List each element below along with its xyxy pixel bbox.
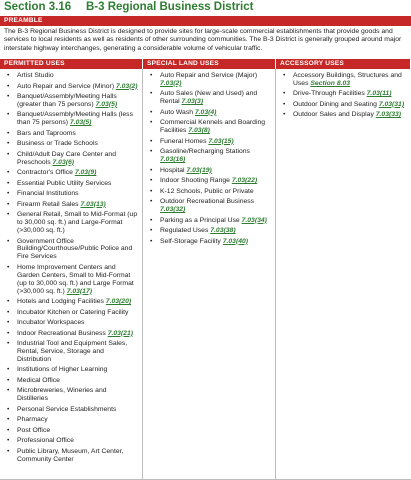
list-item <box>0 190 142 198</box>
list-item <box>0 93 142 109</box>
use-name: Parking as a Principal Use <box>160 216 240 224</box>
list-item <box>0 151 142 167</box>
use-name: Government Office Building/Courthouse/Public Police and Fire Services <box>17 237 133 261</box>
use-name: Regulated Uses <box>160 227 209 235</box>
use-name: Auto Sales (New and Used) and Rental <box>160 90 258 106</box>
use-name: Outdoor Dining and Seating <box>293 100 377 108</box>
ordinance-reference-link[interactable]: 7.03(9) <box>74 169 97 177</box>
list-item <box>143 177 275 185</box>
accessory-uses-list <box>276 72 411 119</box>
list-item <box>143 238 275 246</box>
list-item <box>0 83 142 91</box>
use-name: Outdoor Sales and Display <box>293 111 374 119</box>
use-name: Incubator Kitchen or Catering Facility <box>17 308 129 316</box>
section-header <box>0 0 411 13</box>
ordinance-reference-link[interactable]: 7.03(33) <box>375 111 402 119</box>
permitted-uses-list <box>0 72 142 464</box>
list-item <box>0 201 142 209</box>
preamble-heading: PREAMBLE <box>0 16 411 26</box>
list-item <box>0 387 142 403</box>
special-land-uses-list <box>143 72 275 245</box>
list-item <box>0 406 142 414</box>
use-name: Professional Office <box>17 437 74 445</box>
list-item <box>0 169 142 177</box>
use-name: Home Improvement Centers and Garden Centers, Small to Mid-Format (up to 30,000 sq. ft.) and Large Format (>30,000 sq. ft.) <box>17 263 134 295</box>
list-item <box>0 180 142 188</box>
list-item <box>0 72 142 80</box>
special-land-uses-heading: SPECIAL LAND USES <box>143 59 276 69</box>
list-item <box>0 437 142 445</box>
list-item <box>143 217 275 225</box>
list-item <box>143 90 275 106</box>
list-item <box>0 366 142 374</box>
use-name: Banquet/Assembly/Meeting Halls (greater than 75 persons) <box>17 93 117 108</box>
use-name: Commercial Kennels and Boarding Facilities <box>160 119 266 135</box>
use-name: Industrial Tool and Equipment Sales, Rental, Service, Storage and Distribution <box>17 340 128 363</box>
ordinance-reference-link[interactable]: 7.03(15) <box>208 137 234 145</box>
use-name: Auto Repair and Service (Minor) <box>17 82 115 90</box>
ordinance-reference-link[interactable]: 7.03(5) <box>69 119 92 127</box>
ordinance-reference-link[interactable]: 7.03(20) <box>105 298 132 306</box>
use-name: Microbreweries, Wineries and Distilleries <box>17 387 107 403</box>
use-name: Gasoline/Recharging Stations <box>160 148 250 156</box>
use-name: General Retail, Small to Mid-Format (up to 30,000 sq. ft.) and Large-Format (>30,000 sq. ft.) <box>17 211 138 235</box>
ordinance-reference-link[interactable]: 7.03(3) <box>181 98 204 106</box>
list-item <box>143 138 275 146</box>
use-name: Funeral Homes <box>160 137 207 145</box>
ordinance-reference-link[interactable]: 7.03(32) <box>160 206 186 214</box>
list-item <box>143 72 275 88</box>
ordinance-reference-link[interactable]: 7.03(8) <box>188 127 210 135</box>
uses-table-header <box>0 59 411 69</box>
use-name: Bars and Taprooms <box>17 129 76 137</box>
ordinance-reference-link[interactable]: 7.03(17) <box>66 287 93 295</box>
use-name: Incubator Workspaces <box>17 319 85 327</box>
ordinance-reference-link[interactable]: 7.03(34) <box>241 216 267 224</box>
permitted-uses-heading: PERMITTED USES <box>0 59 143 69</box>
list-item <box>0 111 142 127</box>
list-item <box>143 167 275 175</box>
list-item <box>0 377 142 385</box>
use-name: Outdoor Recreational Business <box>160 198 255 206</box>
ordinance-reference-link[interactable]: 7.03(19) <box>186 166 212 174</box>
use-name: Self-Storage Facility <box>160 237 221 245</box>
use-name: Personal Service Establishments <box>17 405 117 413</box>
list-item <box>143 109 275 117</box>
list-item <box>0 140 142 148</box>
section-title: B-3 Regional Business District <box>86 1 254 13</box>
use-name: Firearm Retail Sales <box>17 200 79 208</box>
ordinance-reference-link[interactable]: 7.03(6) <box>52 158 75 166</box>
use-name: Auto Repair and Service (Major) <box>160 72 258 79</box>
use-name: Pharmacy <box>17 416 48 424</box>
use-name: Child/Adult Day Care Center and Preschools <box>17 150 116 166</box>
list-item <box>276 101 411 109</box>
use-name: K-12 Schools, Public or Private <box>160 187 254 195</box>
use-name: Medical Office <box>17 376 60 384</box>
ordinance-reference-link[interactable]: Section 8.03 <box>310 79 351 87</box>
use-name: Essential Public Utility Services <box>17 179 112 187</box>
uses-table <box>0 69 411 480</box>
use-name: Indoor Shooting Range <box>160 177 230 185</box>
list-item <box>0 309 142 317</box>
list-item <box>276 90 411 98</box>
ordinance-reference-link[interactable]: 7.03(38) <box>210 227 236 235</box>
list-item <box>0 416 142 424</box>
use-name: Hotels and Lodging Facilities <box>17 298 104 306</box>
use-name: Institutions of Higher Learning <box>17 366 108 374</box>
list-item <box>0 130 142 138</box>
list-item <box>0 264 142 296</box>
use-name: Indoor Recreational Business <box>17 329 106 337</box>
use-name: Drive-Through Facilities <box>293 90 365 98</box>
use-name: Public Library, Museum, Art Center, Community Center <box>17 447 124 463</box>
accessory-uses-column <box>276 69 411 480</box>
use-name: Business or Trade Schools <box>17 140 98 148</box>
ordinance-reference-link[interactable]: 7.03(21) <box>107 329 134 337</box>
list-item <box>276 72 411 88</box>
list-item <box>0 448 142 464</box>
ordinance-reference-link[interactable]: 7.03(40) <box>222 237 249 245</box>
list-item <box>0 319 142 327</box>
permitted-uses-column <box>0 69 143 480</box>
ordinance-reference-link[interactable]: 7.03(22) <box>231 177 258 185</box>
use-name: Contractor's Office <box>17 169 73 177</box>
ordinance-reference-link[interactable]: 7.03(5) <box>95 100 118 108</box>
ordinance-reference-link[interactable]: 7.03(4) <box>194 108 217 116</box>
use-name: Accessory Buildings, Structures and Uses <box>293 72 402 87</box>
list-item <box>0 211 142 235</box>
preamble-text: The B-3 Regional Business District is designed to provide sites for large-scale commercial establishments that provide goods and services to local residents as well as residents of other surrounding communities. The B-3 District is generally grouped around major interstate highway interchanges, generating a considerable volume of vehicular traffic. <box>4 28 402 52</box>
special-land-uses-column <box>143 69 276 480</box>
use-name: Post Office <box>17 426 51 434</box>
list-item <box>0 238 142 262</box>
list-item <box>143 188 275 196</box>
use-name: Financial Institutions <box>17 190 79 198</box>
ordinance-reference-link[interactable]: 7.03(2) <box>160 79 182 87</box>
list-item <box>276 111 411 119</box>
ordinance-reference-link[interactable]: 7.03(11) <box>366 90 392 98</box>
list-item <box>143 227 275 235</box>
ordinance-reference-link[interactable]: 7.03(2) <box>115 82 138 90</box>
use-name: Artist Studio <box>17 72 54 79</box>
accessory-uses-heading: ACCESSORY USES <box>276 59 411 69</box>
list-item <box>143 148 275 164</box>
section-number: Section 3.16 <box>4 1 72 13</box>
use-name: Hospital <box>160 166 185 174</box>
list-item <box>143 198 275 214</box>
ordinance-reference-link[interactable]: 7.03(16) <box>160 156 186 164</box>
ordinance-reference-link[interactable]: 7.03(31) <box>378 100 405 108</box>
use-name: Banquet/Assembly/Meeting Halls (less than 75 persons) <box>17 111 133 127</box>
list-item <box>0 340 142 364</box>
list-item <box>0 298 142 306</box>
use-name: Auto Wash <box>160 108 193 116</box>
list-item <box>0 427 142 435</box>
list-item <box>143 119 275 135</box>
list-item <box>0 330 142 338</box>
ordinance-reference-link[interactable]: 7.03(13) <box>80 200 106 208</box>
